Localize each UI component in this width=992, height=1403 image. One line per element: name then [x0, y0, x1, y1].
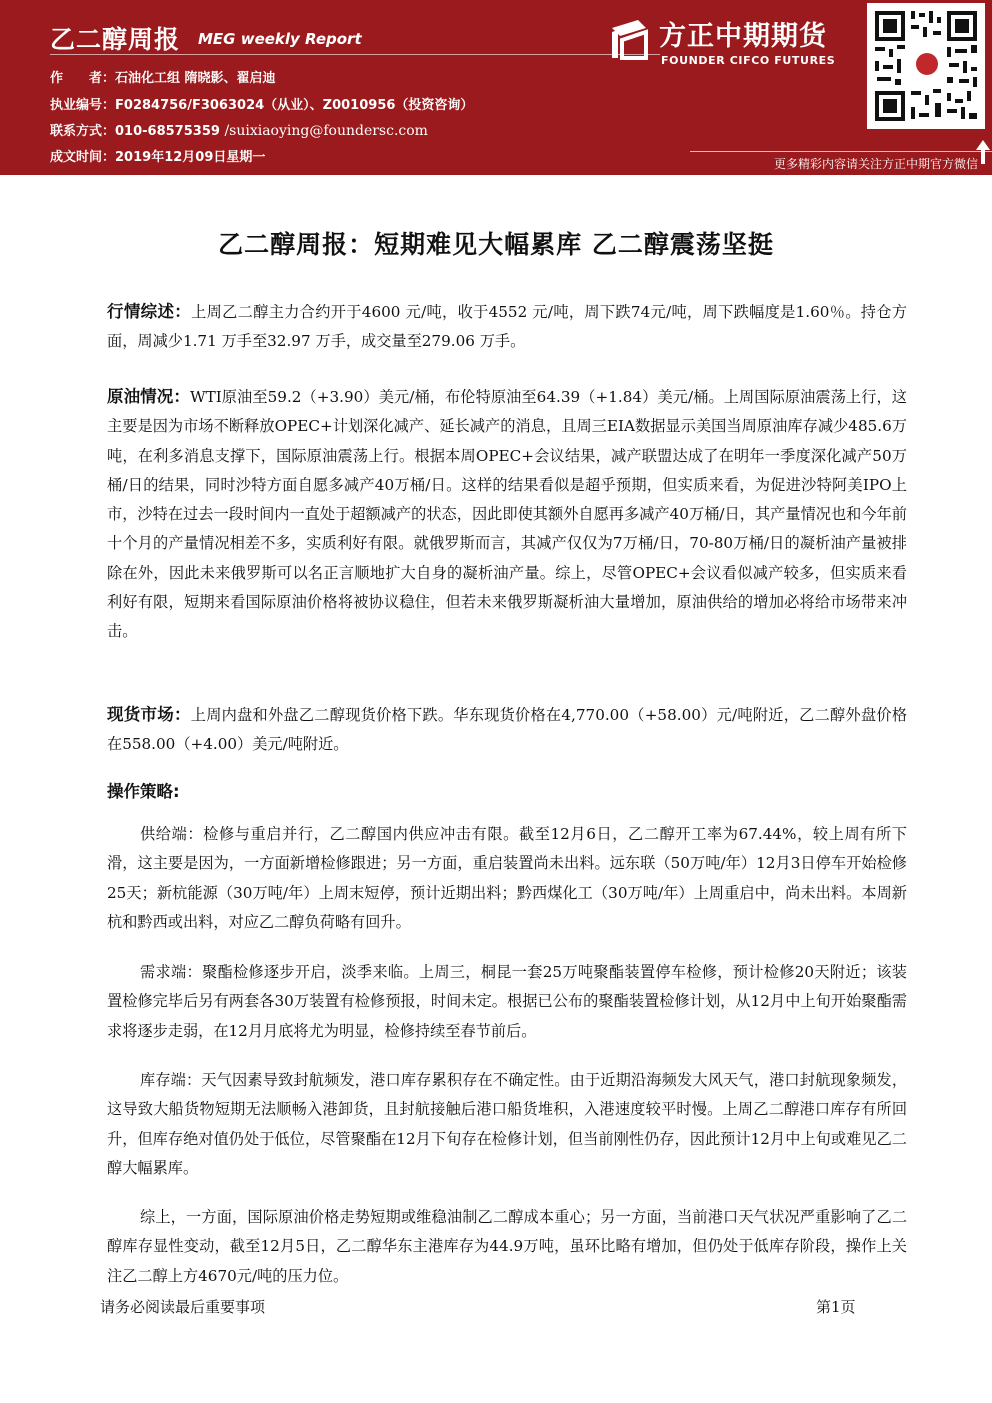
contact-line [50, 120, 428, 139]
crude-oil-label: 原油情况： [107, 387, 190, 406]
crude-oil-text: WTI原油至59.2（+3.90）美元/桶，布伦特原油至64.39（+1.84）美元/桶。上周国际原油震荡上行，这主要是因为市场不断释放OPEC+计划深化减产、延长减产的消息，且周三EIA数据显示美国当周原油库存减少485.6万吨，在利多消息支撑下，国际原油震荡上行。根据本周OPEC+会议结果，减产联盟达成了在明年一季度深化减产50万桶/日的结果，同时沙特方面自愿多减产40万桶/日。这样的结果看似是超乎预期，但实质来看，为促进沙特阿美IPO上市，沙特在过去一段时间内一直处于超额减产的状态，因此即使其额外自愿再多减产40万桶/日，其产量情况也和今年前十个月的产量情况相差不多，实质利好有限。就俄罗斯而言，其减产仅仅为7万桶/日，70-80万桶/日的凝析油产量被排除在外，因此未来俄罗斯可以名正言顺地扩大自身的凝析油产量。综上，尽管OPEC+会议看似减产较多，但实质来看利好有限，短期来看国际原油价格将被协议稳住，但若未来俄罗斯凝析油大量增加，原油供给的增加必将给市场带来冲击。 [107, 388, 907, 641]
crude-oil-paragraph [107, 382, 907, 647]
report-title-cn: 乙二醇周报 [50, 25, 181, 54]
qr-code-icon[interactable] [867, 3, 985, 129]
company-name-en: FOUNDER CIFCO FUTURES [661, 54, 836, 67]
cert-label: 执业编号： [50, 98, 116, 113]
founder-logo-icon [608, 18, 650, 60]
market-summary-text: 上周乙二醇主力合约开于4600 元/吨，收于4552 元/吨，周下跌74元/吨，周下跌幅度是1.60％。持仓方面，周减少1.71 万手至32.97 万手，成交量至279.06 万手。 [107, 303, 908, 351]
document-title: 乙二醇周报：短期难见大幅累库 乙二醇震荡坚挺 [218, 230, 774, 259]
inventory-paragraph: 库存端：天气因素导致封航频发，港口库存累积存在不确定性。由于近期沿海频发大风天气，港口封航现象频发，这导致大船货物短期无法顺畅入港卸货，且封航接触后港口船货堆积，入港速度较平时慢。上周乙二醇港口库存有所回升，但库存绝对值仍处于低位，尽管聚酯在12月下旬存在检修计划，但当前刚性仍存，因此预计12月中上旬或难见乙二醇大幅累库。 [107, 1071, 907, 1177]
demand-paragraph: 需求端：聚酯检修逐步开启，淡季来临。上周三，桐昆一套25万吨聚酯装置停车检修，预计检修20天附近；该装置检修完毕后另有两套各30万装置有检修预报，时间未定。根据已公布的聚酯装置检修计划，从12月中上旬开始聚酯需求将逐步走弱，在12月月底将尤为明显，检修持续至春节前后。 [107, 963, 907, 1040]
cert-line [50, 94, 473, 113]
date-label: 成文时间： [50, 150, 116, 165]
spot-market-text: 上周内盘和外盘乙二醇现货价格下跌。华东现货价格在4,770.00（+58.00）元/吨附近，乙二醇外盘价格在558.00（+4.00）美元/吨附近。 [107, 706, 908, 754]
summary-paragraph: 综上，一方面，国际原油价格走势短期或维稳油制乙二醇成本重心；另一方面，当前港口天气状况严重影响了乙二醇库存显性变动，截至12月5日，乙二醇华东主港库存为44.9万吨，虽环比略有增加，但仍处于低库存阶段，操作上关注乙二醇上方4670元/吨的压力位。 [107, 1208, 907, 1285]
contact-phone: 010-68575359 [115, 124, 225, 139]
author-value: 石油化工组 隋晓影、翟启迪 [115, 71, 276, 86]
contact-label: 联系方式： [50, 124, 116, 139]
contact-email[interactable]: /suixiaoying@foundersc.com [224, 123, 428, 139]
supply-paragraph: 供给端：检修与重启并行，乙二醇国内供应冲击有限。截至12月6日，乙二醇开工率为67.44%，较上周有所下滑，这主要是因为，一方面新增检修跟进；另一方面，重启装置尚未出料。远东联（50万吨/年）12月3日停车开始检修25天；新杭能源（30万吨/年）上周末短停，预计近期出料；黔西煤化工（30万吨/年）上周重启中，尚未出料。本周新杭和黔西或出料，对应乙二醇负荷略有回升。 [107, 825, 907, 931]
spot-market-label: 现货市场： [107, 705, 191, 724]
follow-wechat-text: 更多精彩内容请关注方正中期官方微信 [773, 157, 978, 171]
follow-divider [690, 151, 992, 152]
cert-value: F0284756/F3063024（从业）、Z0010956（投资咨询） [115, 98, 474, 113]
report-header [0, 0, 992, 175]
market-summary-label: 行情综述： [107, 302, 192, 321]
market-summary-paragraph [107, 297, 907, 357]
author-line [50, 67, 276, 86]
author-label: 作 者： [50, 71, 116, 86]
date-line [50, 146, 265, 165]
spot-market-paragraph [107, 700, 907, 760]
arrow-up-icon [974, 138, 992, 166]
report-title-en: MEG weekly Report [198, 30, 362, 48]
page-number: 第1页 [816, 1298, 856, 1316]
strategy-heading: 操作策略: [107, 782, 180, 801]
date-value: 2019年12月09日星期一 [115, 150, 266, 165]
header-divider [50, 54, 660, 55]
company-name-cn: 方正中期期货 [659, 21, 827, 52]
footer-notice: 请务必阅读最后重要事项 [100, 1298, 266, 1316]
